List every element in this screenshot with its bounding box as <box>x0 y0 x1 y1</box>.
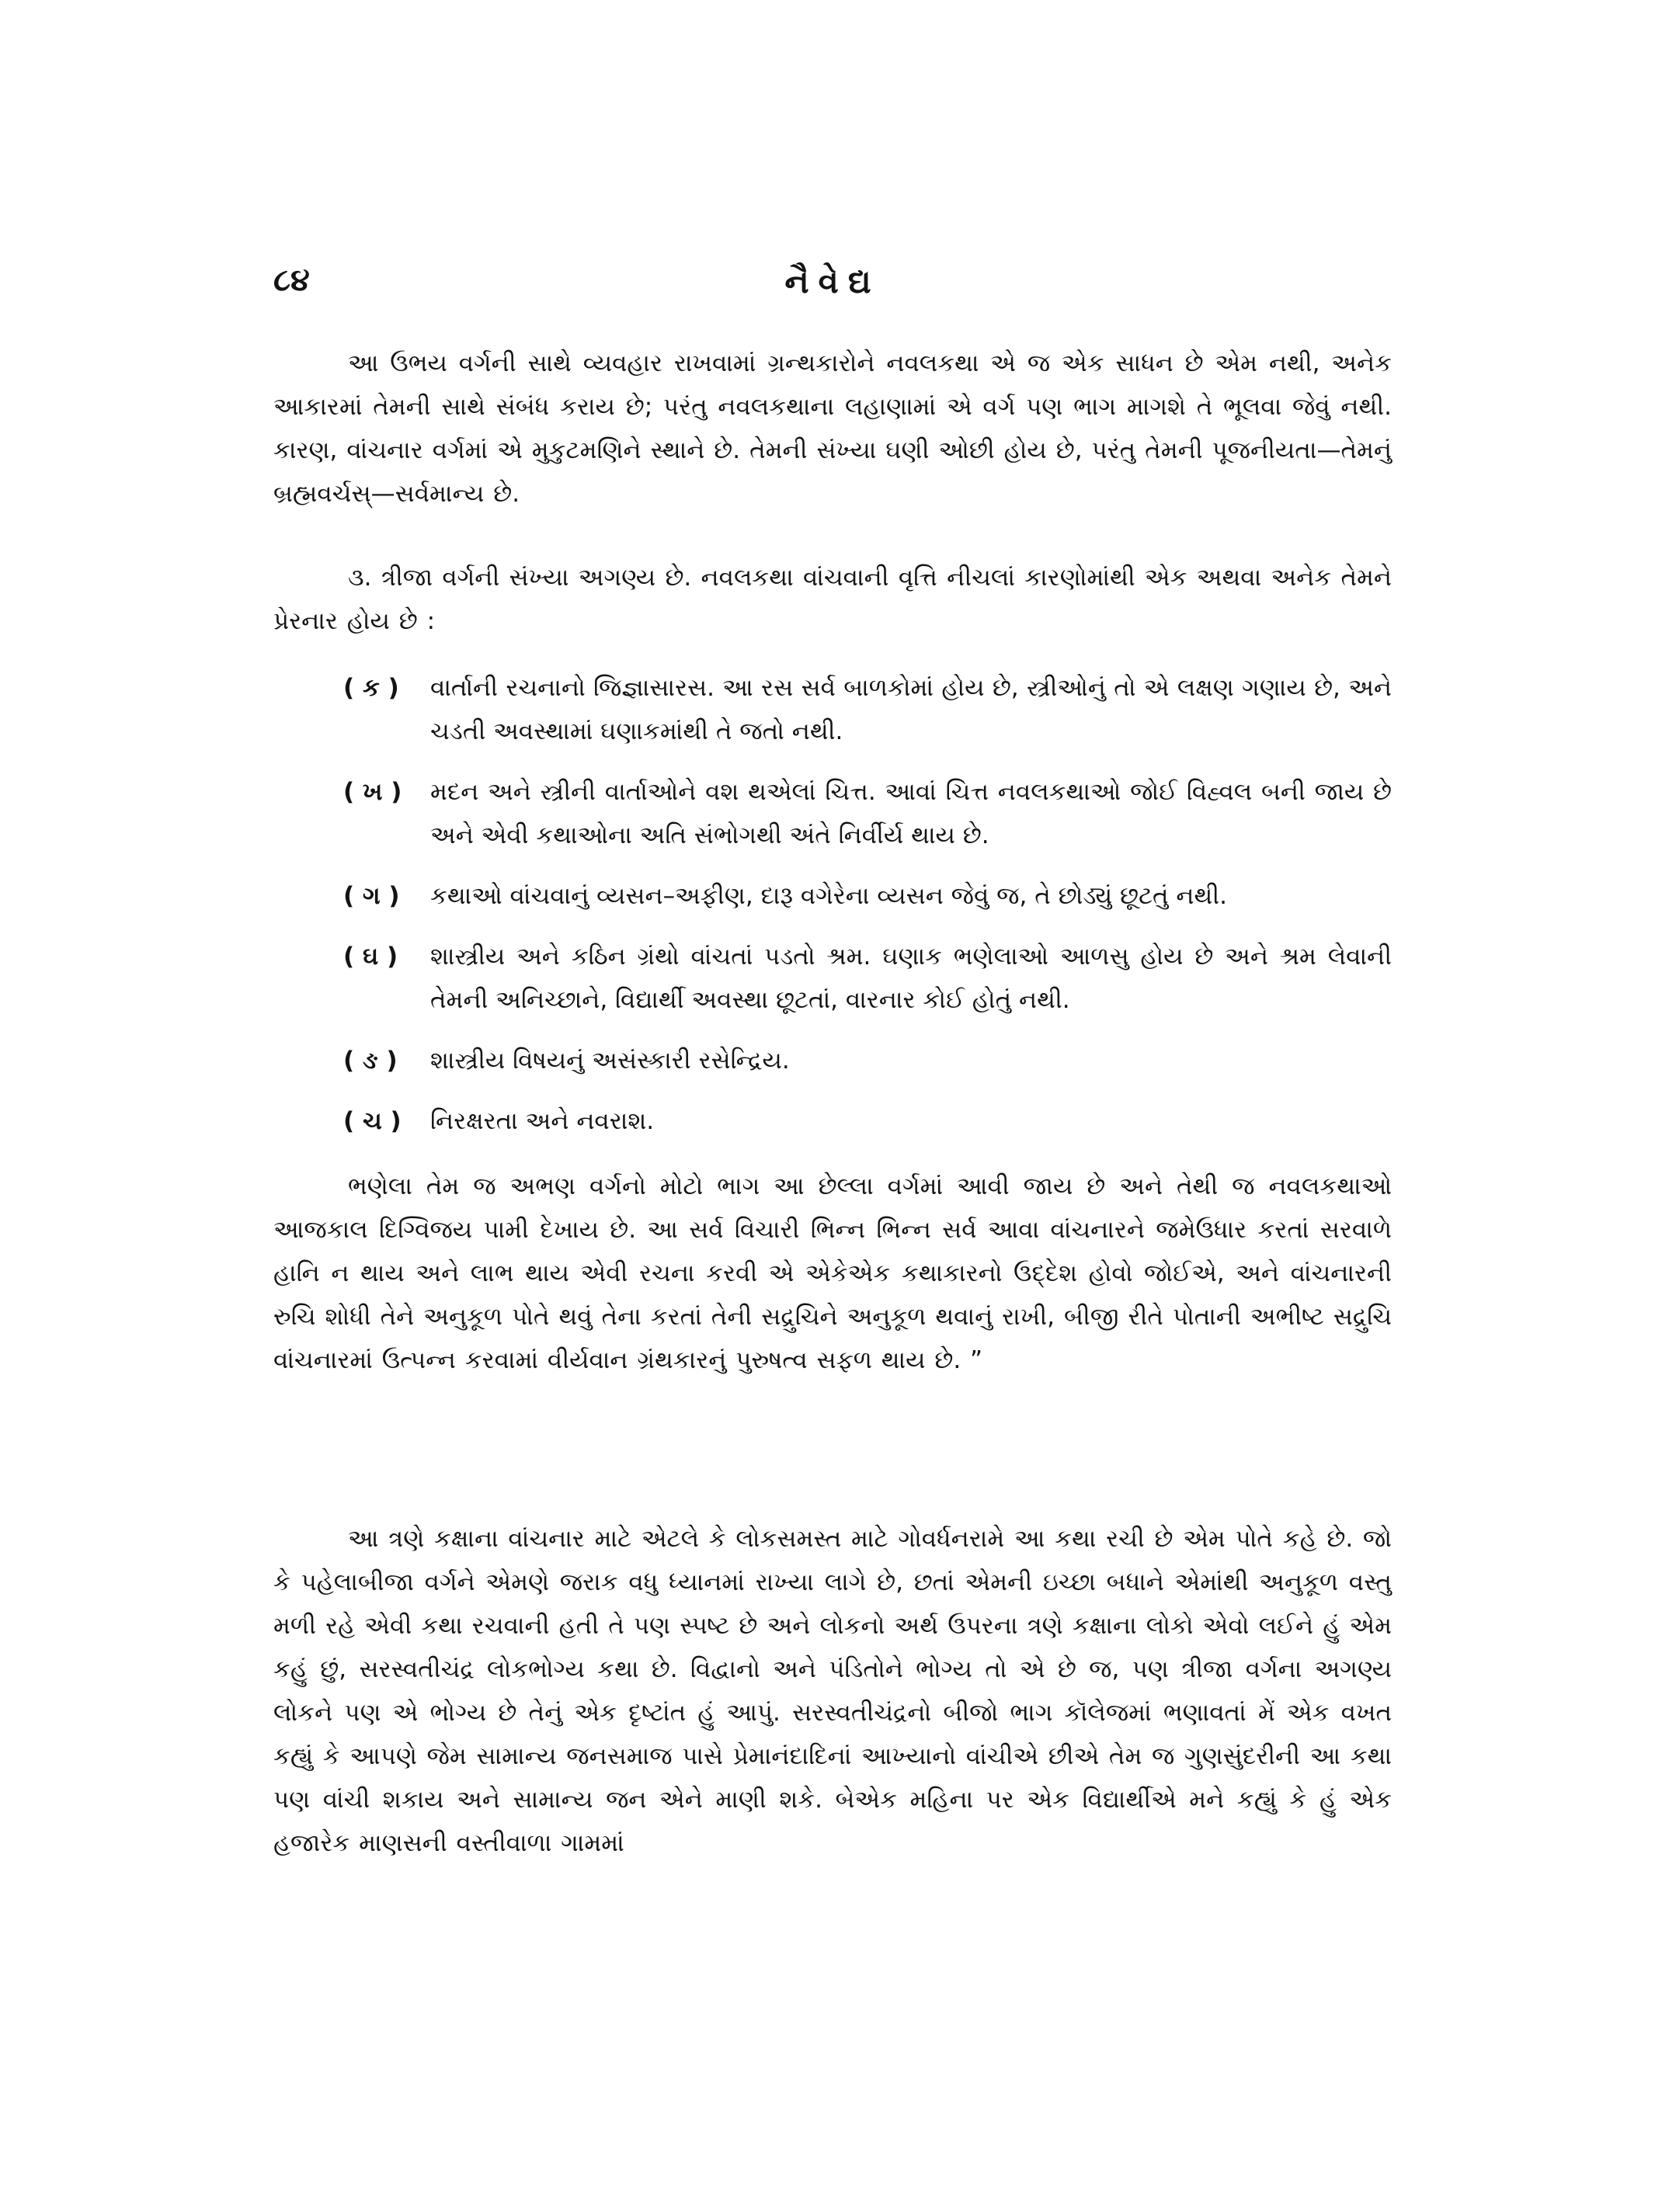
paragraph-first-class: આ ઉભય વર્ગની સાથે વ્યવહાર રાખવામાં ગ્રન્થકારોને નવલકથા એ જ એક સાધન છે એમ નથી, અનેક આકારમાં તેમની સાથે સંબંધ કરાય છે; પરંતુ નવલકથાના લહાણામાં એ વર્ગ પણ ભાગ માગશે તે ભૂલવા જેવું નથી. કારણ, વાંચનાર વર્ગમાં એ મુકુટમણિને સ્થાને છે. તેમની સંખ્યા ઘણી ઓછી હોય છે, પરંતુ તેમની પૂજનીયતા—તેમનું બ્રહ્મવર્ચસ્—સર્વમાન્ય છે. <box>273 349 1392 508</box>
list-item <box>343 1039 1392 1082</box>
list-item <box>343 770 1392 857</box>
list-item <box>343 935 1392 1022</box>
list-item-text: વાર્તાની રચનાનો જિજ્ઞાસારસ. આ રસ સર્વ બાળકોમાં હોય છે, સ્ત્રીઓનું તો એ લક્ષણ ગણાય છે, અને ચડતી અવસ્થામાં ઘણાકમાંથી તે જતો નથી. <box>430 674 1392 745</box>
reasons-list <box>343 666 1392 1160</box>
paragraph-educated-uneducated: ભણેલા તેમ જ અભણ વર્ગનો મોટો ભાગ આ છેલ્લા વર્ગમાં આવી જાય છે અને તેથી જ નવલકથાઓ આજકાલ દિગ્વિજય પામી દેખાય છે. આ સર્વ વિચારી ભિન્ન ભિન્ન સર્વ આવા વાંચનારને જમેઉધાર કરતાં સરવાળે હાનિ ન થાય અને લાભ થાય એવી રચના કરવી એ એકેએક કથાકારનો ઉદ્દેશ હોવો જોઈએ, અને વાંચનારની રુચિ શોધી તેને અનુકૂળ પોતે થવું તેના કરતાં તેની સદ્રુચિને અનુકૂળ થવાનું રાખી, બીજી રીતે પોતાની અભીષ્ટ સદ્રુચિ વાંચનારમાં ઉત્પન્ન કરવામાં વીર્યવાન ગ્રંથકારનું પુરુષત્વ સફળ થાય છે. ” <box>273 1172 1392 1374</box>
running-title: નૈવેદ્ય <box>784 262 881 300</box>
list-item <box>343 1099 1392 1143</box>
list-item <box>343 666 1392 753</box>
list-marker: ( ક ) <box>343 674 399 702</box>
page-header <box>273 262 1392 317</box>
list-item-text: શાસ્ત્રીય વિષયનું અસંસ્કારી રસેન્દ્રિય. <box>430 1047 790 1075</box>
list-marker: ( ચ ) <box>343 1107 402 1135</box>
list-marker: ( ગ ) <box>343 882 400 910</box>
paragraph-three-classes: આ ત્રણે કક્ષાના વાંચનાર માટે એટલે કે લોકસમસ્ત માટે ગોવર્ધનરામે આ કથા રચી છે એમ પોતે કહે છે. જો કે પહેલાબીજા વર્ગને એમણે જરાક વધુ ધ્યાનમાં રાખ્યા લાગે છે, છતાં એમની ઇચ્છા બધાને એમાંથી અનુકૂળ વસ્તુ મળી રહે એવી કથા રચવાની હતી તે પણ સ્પષ્ટ છે અને લોકનો અર્થ ઉપરના ત્રણે કક્ષાના લોકો એવો લઈને હું એમ કહું છું, સરસ્વતીચંદ્ર લોકભોગ્ય કથા છે. વિદ્વાનો અને પંડિતોને ભોગ્ય તો એ છે જ, પણ ત્રીજા વર્ગના અગણ્ય લોકને પણ એ ભોગ્ય છે તેનું એક દૃષ્ટાંત હું આપું. સરસ્વતીચંદ્રનો બીજો ભાગ કૉલેજમાં ભણાવતાં મેં એક વખત કહ્યું કે આપણે જેમ સામાન્ય જનસમાજ પાસે પ્રેમાનંદાદિનાં આખ્યાનો વાંચીએ છીએ તેમ જ ગુણસુંદરીની આ કથા પણ વાંચી શકાય અને સામાન્ય જન એને માણી શકે. બેએક મહિના પર એક વિદ્યાર્થીએ મને કહ્યું કે હું એક હજારેક માણસની વસ્તીવાળા ગામમાં <box>273 1525 1392 1857</box>
paragraph-third-class: ૩. ત્રીજા વર્ગની સંખ્યા અગણ્ય છે. નવલકથા વાંચવાની વૃત્તિ નીચલાં કારણોમાંથી એક અથવા અનેક તેમને પ્રેરનાર હોય છે : <box>273 564 1392 635</box>
list-item-text: નિરક્ષરતા અને નવરાશ. <box>430 1107 655 1135</box>
list-marker: ( ઘ ) <box>343 943 398 971</box>
list-marker: ( ઙ ) <box>343 1047 398 1075</box>
list-marker: ( ખ ) <box>343 778 402 806</box>
list-item <box>343 874 1392 918</box>
list-item-text: કથાઓ વાંચવાનું વ્યસન–અફીણ, દારૂ વગેરેના વ્યસન જેવું જ, તે છોડ્યું છૂટતું નથી. <box>430 882 1227 910</box>
list-item-text: મદન અને સ્ત્રીની વાર્તાઓને વશ થએલાં ચિત્ત. આવાં ચિત્ત નવલકથાઓ જોઈ વિહ્વલ બની જાય છે અને એવી કથાઓના અતિ સંભોગથી અંતે નિર્વીર્ય થાય છે. <box>430 778 1392 849</box>
page-number: ૮૪ <box>273 262 310 298</box>
list-item-text: શાસ્ત્રીય અને કઠિન ગ્રંથો વાંચતાં પડતો શ્રમ. ઘણાક ભણેલાઓ આળસુ હોય છે અને શ્રમ લેવાની તેમની અનિચ્છાને, વિદ્યાર્થી અવસ્થા છૂટતાં, વારનાર કોઈ હોતું નથી. <box>430 943 1392 1014</box>
